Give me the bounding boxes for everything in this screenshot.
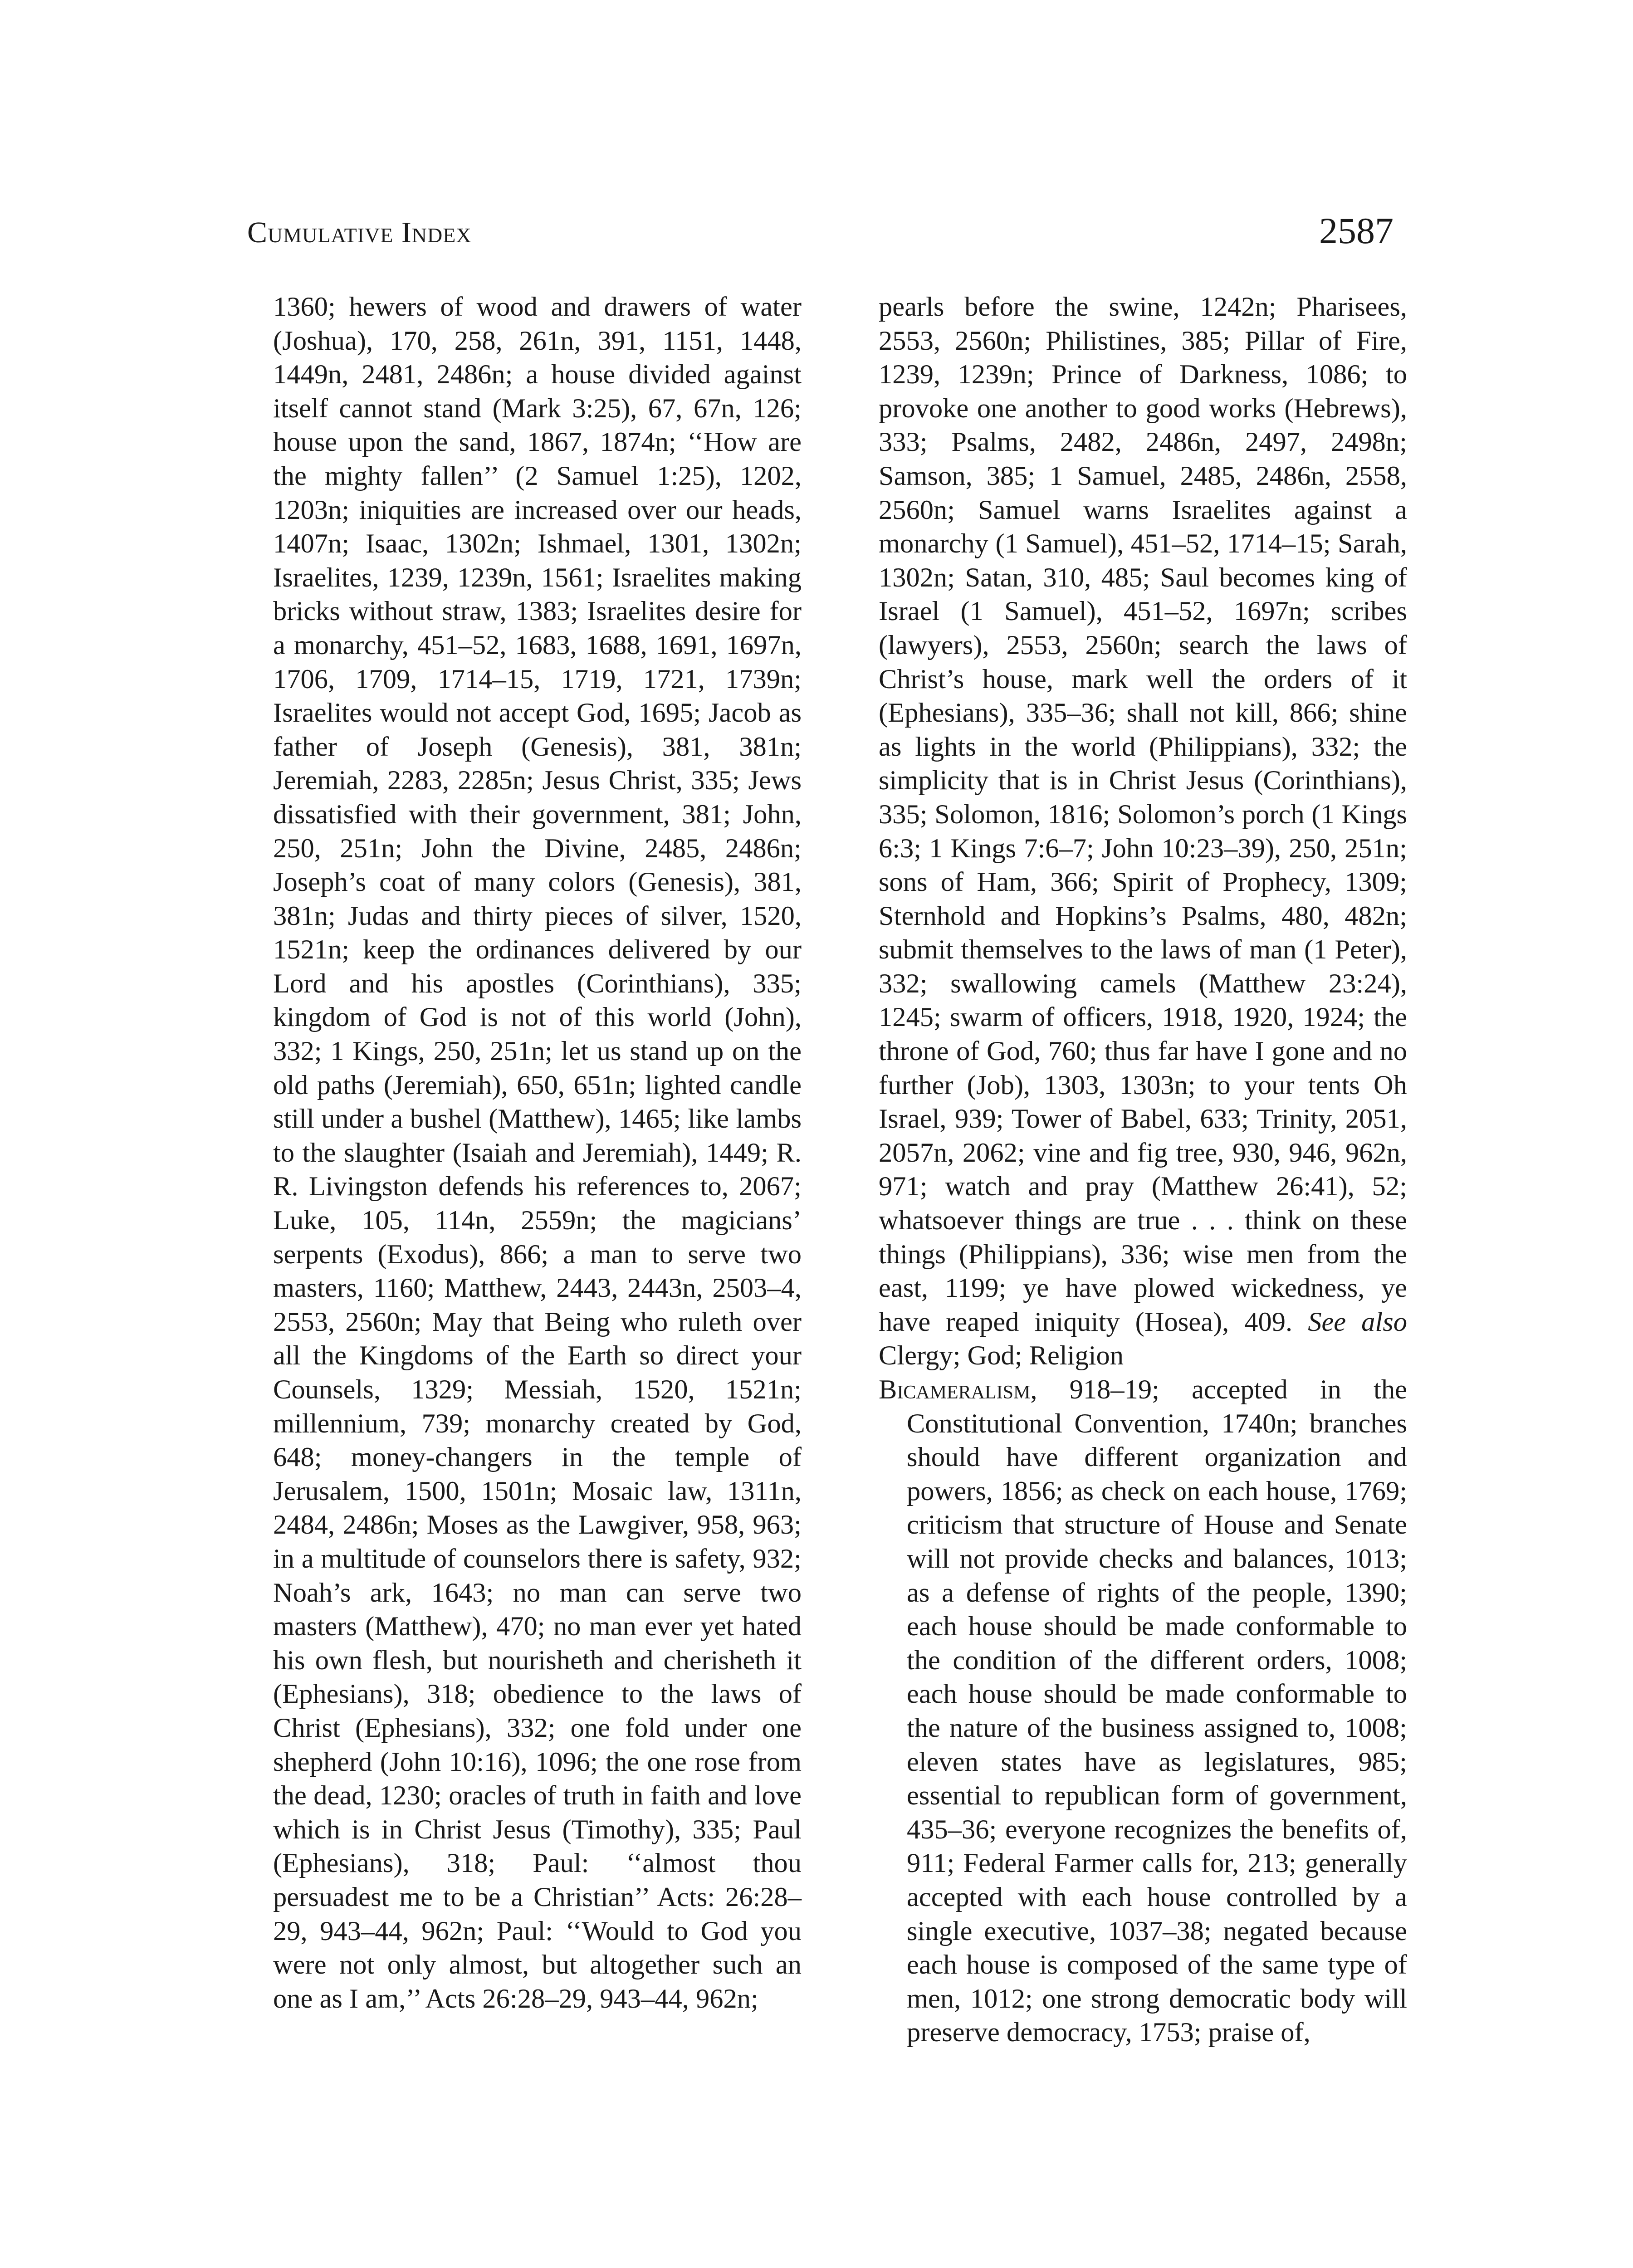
see-also-label: See also: [1308, 1306, 1408, 1337]
entry-text: , 918–19; accepted in the Constitutional Convention, 1740n; branches should have different organization and powers, 1856; as check on each house, 1769; criticism that structure of House and Senate will not provide checks and balances, 1013; as a defense of rights of the people, 1390; each house should be made conformable to the condition of the different orders, 1008; each house should be made conformable to the nature of the business assigned to, 1008; eleven states have as legislatures, 985; essential to republican form of government, 435–36; everyone recognizes the benefits of, 911; Federal Farmer calls for, 213; generally accepted with each house controlled by a single executive, 1037–38; negated because each house is composed of the same type of men, 1012; one strong democratic body will preserve democracy, 1753; praise of,: [907, 1374, 1407, 2048]
index-continuation-right: [879, 290, 1407, 1373]
index-column-right: [879, 290, 1407, 2050]
index-entry-bicameralism: [879, 1373, 1407, 2050]
see-also-text: Clergy; God; Religion: [879, 1340, 1124, 1371]
continuation-text: pearls before the swine, 1242n; Pharisees, 2553, 2560n; Philistines, 385; Pillar of Fire, 1239, 1239n; Prince of Darkness, 1086; to provoke one another to good works (Hebrews), 333; Psalms, 2482, 2486n, 2497, 2498n; Samson, 385; 1 Samuel, 2485, 2486n, 2558, 2560n; Samuel warns Israelites against a monarchy (1 Samuel), 451–52, 1714–15; Sarah, 1302n; Satan, 310, 485; Saul becomes king of Israel (1 Samuel), 451–52, 1697n; scribes (lawyers), 2553, 2560n; search the laws of Christ’s house, mark well the orders of it (Ephesians), 335–36; shall not kill, 866; shine as lights in the world (Philippians), 332; the simplicity that is in Christ Jesus (Corinthians), 335; Solomon, 1816; Solomon’s porch (1 Kings 6:3; 1 Kings 7:6–7; John 10:23–39), 250, 251n; sons of Ham, 366; Spirit of Prophecy, 1309; Sternhold and Hopkins’s Psalms, 480, 482n; submit themselves to the laws of man (1 Peter), 332; swallowing camels (Matthew 23:24), 1245; swarm of officers, 1918, 1920, 1924; the throne of God, 760; thus far have I gone and no further (Job), 1303, 1303n; to your tents Oh Israel, 939; Tower of Babel, 633; Trinity, 2051, 2057n, 2062; vine and fig tree, 930, 946, 962n, 971; watch and pray (Matthew 26:41), 52; whatsoever things are true . . . think on these things (Philippians), 336; wise men from the east, 1199; ye have plowed wickedness, ye have reaped iniquity (Hosea), 409.: [879, 292, 1407, 1337]
page-number: 2587: [1319, 210, 1393, 251]
index-text-left: 1360; hewers of wood and drawers of water (Joshua), 170, 258, 261n, 391, 1151, 1448, 1449n, 2481, 2486n; a house divided against itself cannot stand (Mark 3:25), 67, 67n, 126; house upon the sand, 1867, 1874n; ‘‘How are the mighty fallen’’ (2 Samuel 1:25), 1202, 1203n; iniquities are increased over our heads, 1407n; Isaac, 1302n; Ishmael, 1301, 1302n; Israelites, 1239, 1239n, 1561; Israelites making bricks without straw, 1383; Israelites desire for a monarchy, 451–52, 1683, 1688, 1691, 1697n, 1706, 1709, 1714–15, 1719, 1721, 1739n; Israelites would not accept God, 1695; Jacob as father of Joseph (Genesis), 381, 381n; Jeremiah, 2283, 2285n; Jesus Christ, 335; Jews dissatisfied with their government, 381; John, 250, 251n; John the Divine, 2485, 2486n; Joseph’s coat of many colors (Genesis), 381, 381n; Judas and thirty pieces of silver, 1520, 1521n; keep the ordinances delivered by our Lord and his apostles (Corinthians), 335; kingdom of God is not of this world (John), 332; 1 Kings, 250, 251n; let us stand up on the old paths (Jeremiah), 650, 651n; lighted candle still under a bushel (Matthew), 1465; like lambs to the slaughter (Isaiah and Jeremiah), 1449; R. R. Livingston defends his references to, 2067; Luke, 105, 114n, 2559n; the magicians’ serpents (Exodus), 866; a man to serve two masters, 1160; Matthew, 2443, 2443n, 2503–4, 2553, 2560n; May that Being who ruleth over all the Kingdoms of the Earth so direct your Counsels, 1329; Messiah, 1520, 1521n; millennium, 739; monarchy created by God, 648; money-changers in the temple of Jerusalem, 1500, 1501n; Mosaic law, 1311n, 2484, 2486n; Moses as the Lawgiver, 958, 963; in a multitude of counselors there is safety, 932; Noah’s ark, 1643; no man can serve two masters (Matthew), 470; no man ever yet hated his own flesh, but nourisheth and cherisheth it (Ephesians), 318; obedience to the laws of Christ (Ephesians), 332; one fold under one shepherd (John 10:16), 1096; the one rose from the dead, 1230; oracles of truth in faith and love which is in Christ Jesus (Timothy), 335; Paul (Ephesians), 318; Paul: ‘‘almost thou persuadest me to be a Christian’’ Acts: 26:28–29, 943–44, 962n; Paul: ‘‘Would to God you were not only almost, but altogether such an one as I am,’’ Acts 26:28–29, 943–44, 962n;: [273, 292, 802, 2014]
index-column-left: [273, 290, 802, 2016]
entry-headword: Bicameralism: [879, 1374, 1031, 1405]
running-head-title: Cumulative Index: [247, 216, 472, 249]
